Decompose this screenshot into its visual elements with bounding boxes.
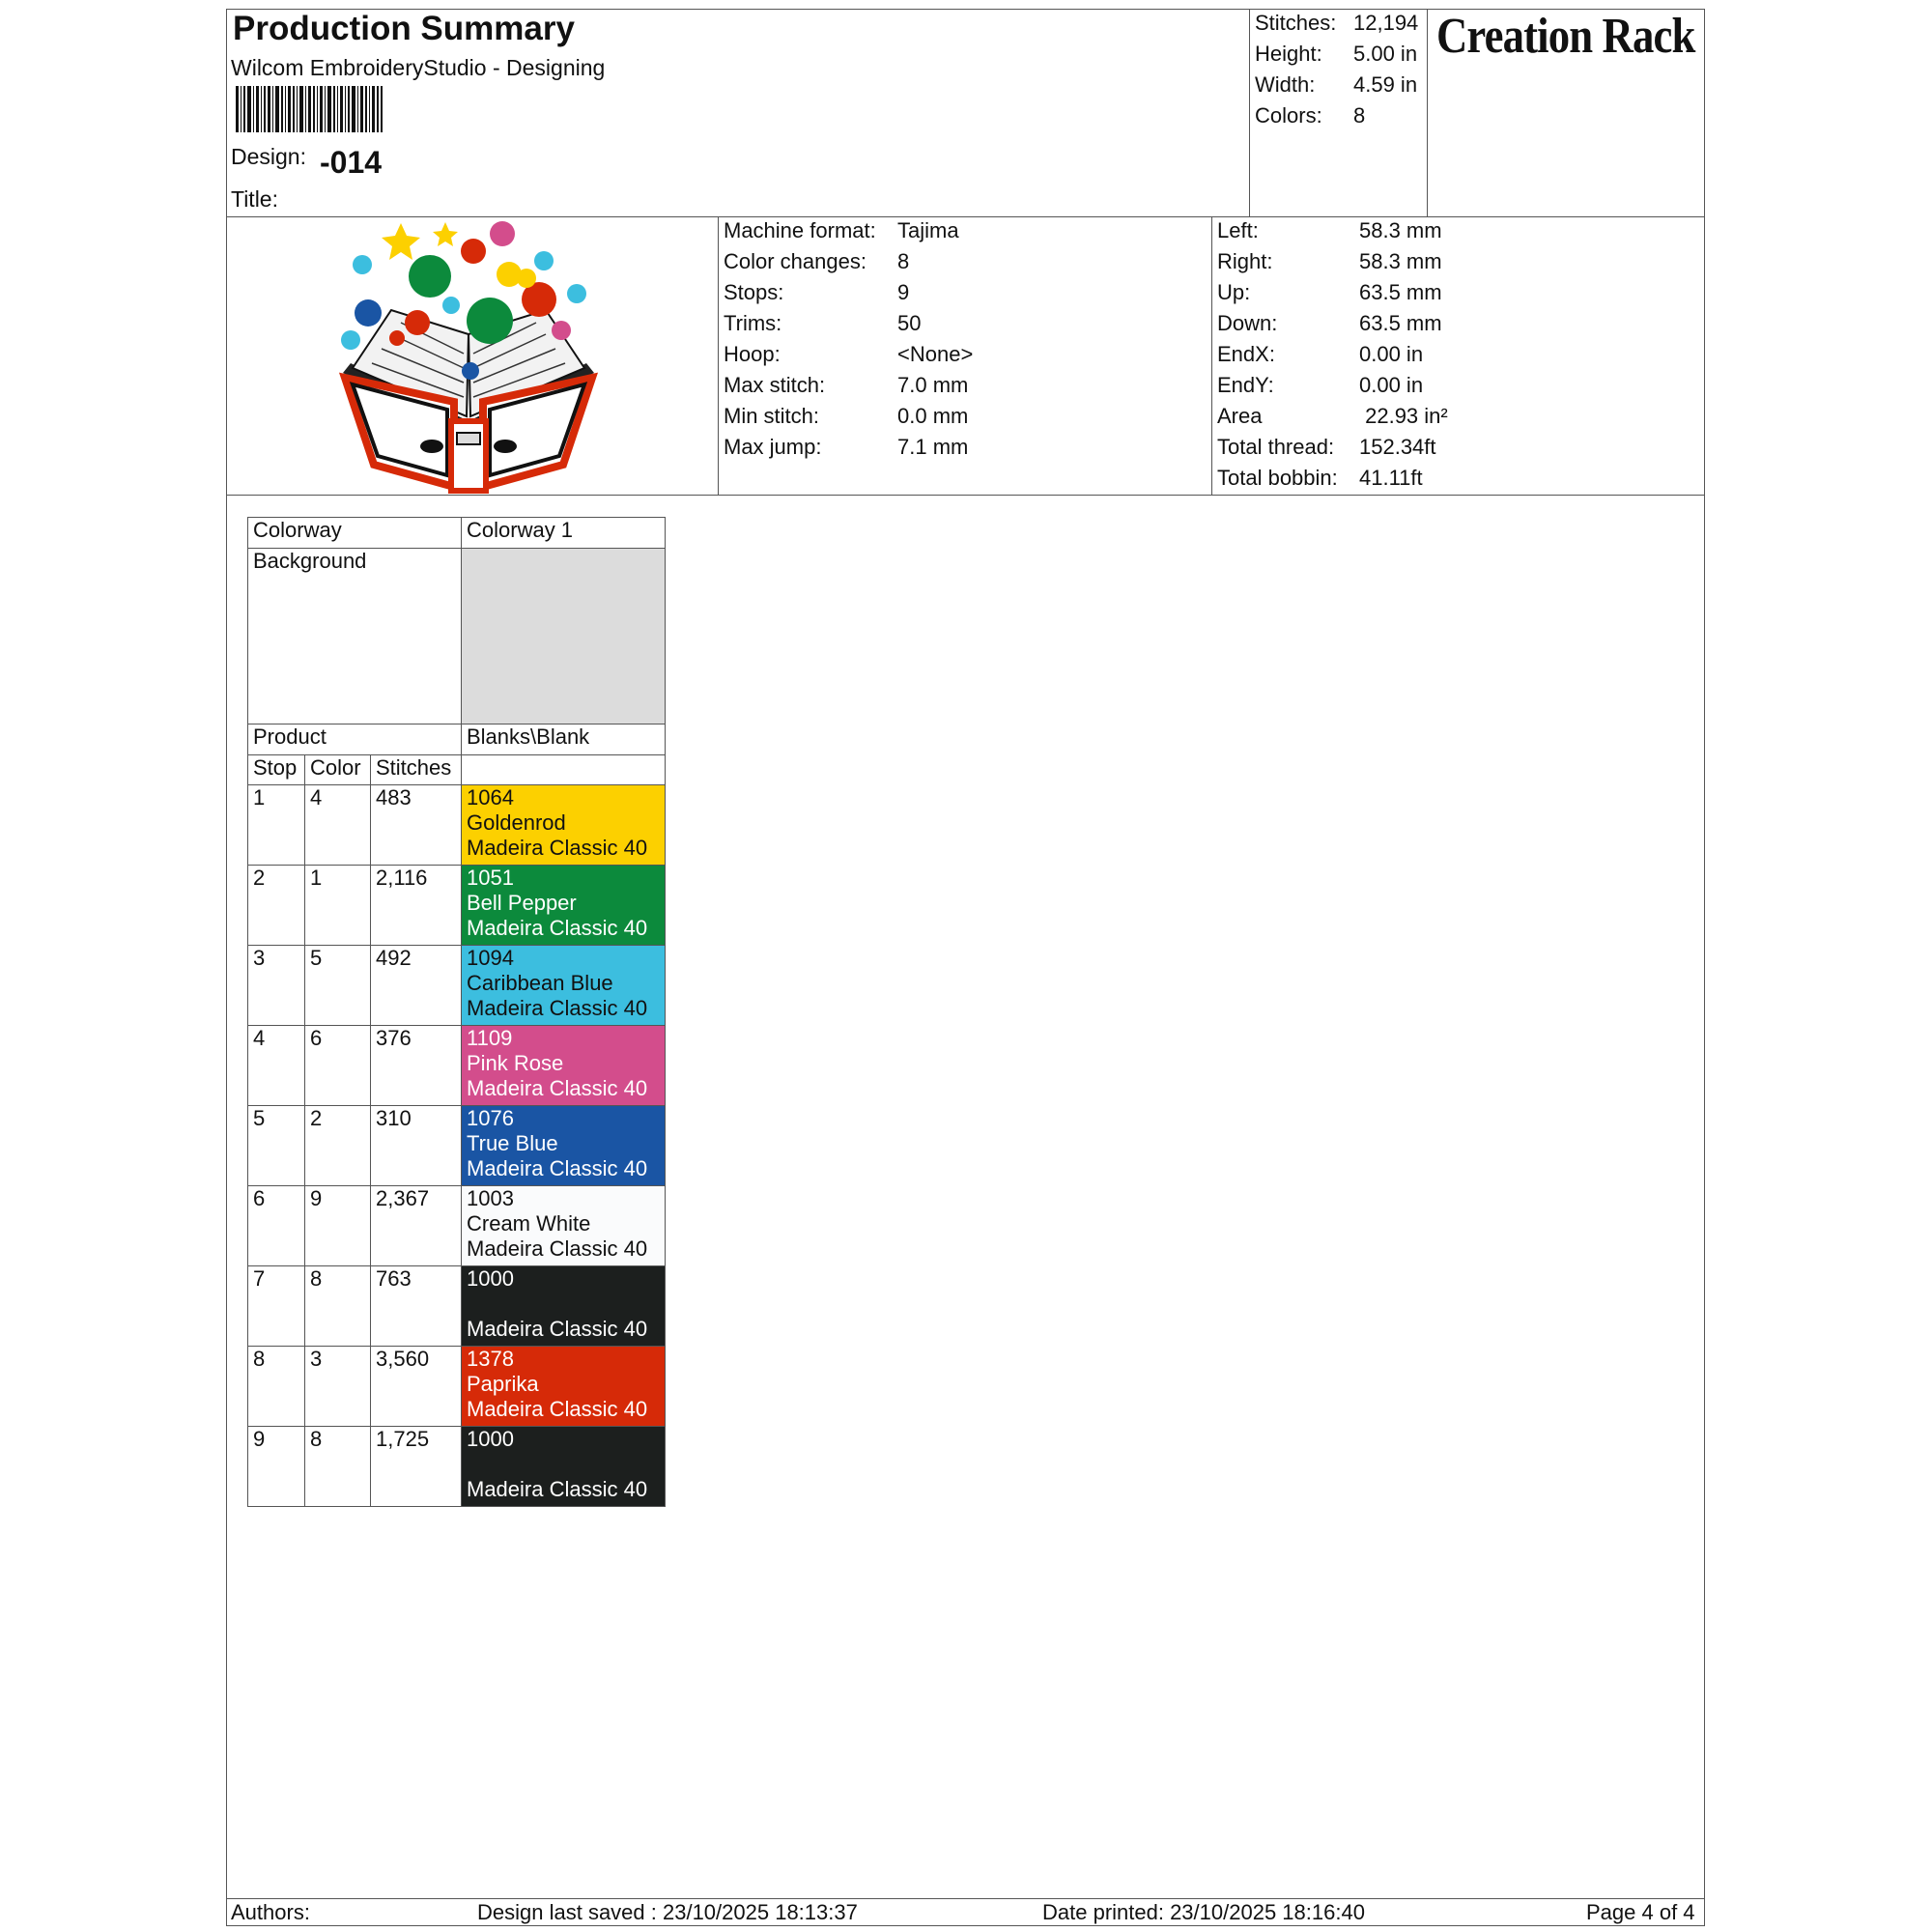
dimension-label: EndY: [1217,373,1274,397]
stop-cell: 4 [248,1026,305,1106]
col-stitches-header: Stitches [371,755,462,785]
colorway-table [247,517,666,1507]
thread-code: 1003 [467,1186,514,1210]
summary-value: 12,194 [1353,11,1419,35]
footer-authors: Authors: [231,1900,310,1924]
thread-swatch [462,946,666,1026]
thread-name: Paprika [467,1372,539,1396]
stitches-cell: 376 [371,1026,462,1106]
machine-info-label: Color changes: [724,249,867,273]
barcode [236,86,383,132]
thread-row [248,946,666,1026]
stop-cell: 9 [248,1427,305,1507]
thread-row [248,1106,666,1186]
machine-info-value: 50 [897,311,922,335]
thread-row [248,785,666,866]
color-cell: 3 [305,1347,371,1427]
dimensions-divider [1211,216,1212,495]
thread-brand: Madeira Classic 40 [467,1317,648,1341]
dimension-value: 22.93 in² [1359,404,1448,428]
dimension-label: EndX: [1217,342,1275,366]
thread-brand: Madeira Classic 40 [467,1236,648,1261]
thread-name: True Blue [467,1131,558,1155]
thread-name: Goldenrod [467,810,566,835]
machine-info-value: 8 [897,249,910,273]
color-cell: 6 [305,1026,371,1106]
machine-info-label: Trims: [724,311,782,335]
dimension-value: 0.00 in [1359,342,1424,366]
stop-cell: 6 [248,1186,305,1266]
thread-row [248,1026,666,1106]
title-label: Title: [231,186,278,212]
software-name: Wilcom EmbroideryStudio - Designing [231,55,606,80]
design-number: -014 [320,145,383,180]
design-label: Design: [231,144,306,169]
thread-swatch [462,785,666,866]
thread-row [248,1266,666,1347]
page-title: Production Summary [233,10,575,47]
footer-divider [226,1898,1705,1899]
thread-row [248,866,666,946]
machine-info-value: Tajima [897,218,959,242]
dimension-label: Left: [1217,218,1259,242]
dimension-label: Right: [1217,249,1273,273]
machine-info-label: Min stitch: [724,404,820,428]
thread-swatch [462,1266,666,1347]
summary-label: Width: [1255,72,1316,97]
summary-label: Colors: [1255,103,1322,128]
stop-cell: 7 [248,1266,305,1347]
dimension-value: 152.34ft [1359,435,1436,459]
stitches-cell: 483 [371,785,462,866]
footer-last-saved: Design last saved : 23/10/2025 18:13:37 [477,1900,858,1924]
thread-code: 1000 [467,1427,514,1451]
thread-swatch [462,866,666,946]
stitches-cell: 1,725 [371,1427,462,1507]
color-cell: 2 [305,1106,371,1186]
stitches-cell: 3,560 [371,1347,462,1427]
thread-swatch [462,1106,666,1186]
preview-divider [718,216,719,495]
thread-swatch [462,1026,666,1106]
thread-row [248,1186,666,1266]
summary-value: 5.00 in [1353,42,1418,66]
thread-swatch [462,1427,666,1507]
col-thread-header [462,755,666,785]
col-stop-header: Stop [248,755,305,785]
machine-info-label: Max jump: [724,435,822,459]
thread-brand: Madeira Classic 40 [467,1156,648,1180]
machine-info-label: Machine format: [724,218,876,242]
column-header-row [248,755,666,785]
dimension-value: 63.5 mm [1359,311,1442,335]
dimension-value: 58.3 mm [1359,218,1442,242]
thread-code: 1064 [467,785,514,810]
color-cell: 5 [305,946,371,1026]
dimension-value: 58.3 mm [1359,249,1442,273]
dimension-label: Total bobbin: [1217,466,1338,490]
thread-name: Caribbean Blue [467,971,613,995]
brand-logo: Creation Rack [1436,9,1695,64]
product-row [248,724,666,755]
thread-swatch [462,1347,666,1427]
background-row [248,549,666,724]
color-cell: 9 [305,1186,371,1266]
thread-row [248,1347,666,1427]
color-cell: 1 [305,866,371,946]
machine-info-label: Stops: [724,280,784,304]
stitches-cell: 492 [371,946,462,1026]
thread-code: 1109 [467,1026,513,1050]
summary-value: 8 [1353,103,1366,128]
colorway-label: Colorway [248,518,462,549]
stop-cell: 5 [248,1106,305,1186]
stitches-cell: 2,367 [371,1186,462,1266]
summary-label: Height: [1255,42,1322,66]
product-value: Blanks\Blank [462,724,666,755]
thread-brand: Madeira Classic 40 [467,836,648,860]
summary-label: Stitches: [1255,11,1337,35]
dimension-label: Up: [1217,280,1251,304]
stop-cell: 2 [248,866,305,946]
stop-cell: 3 [248,946,305,1026]
thread-name: Cream White [467,1211,591,1236]
brand-divider [1427,9,1428,216]
dimension-label: Total thread: [1217,435,1335,459]
thread-brand: Madeira Classic 40 [467,916,648,940]
stop-cell: 1 [248,785,305,866]
product-label: Product [248,724,462,755]
background-swatch [462,549,666,724]
thread-brand: Madeira Classic 40 [467,1397,648,1421]
colorway-row [248,518,666,549]
dimension-label: Down: [1217,311,1278,335]
stitches-cell: 763 [371,1266,462,1347]
color-cell: 8 [305,1266,371,1347]
machine-info-label: Max stitch: [724,373,826,397]
machine-info-value: <None> [897,342,974,366]
thread-name [467,1292,660,1317]
background-label: Background [248,549,462,724]
thread-rows [248,785,666,1507]
thread-code: 1000 [467,1266,514,1291]
stitches-cell: 2,116 [371,866,462,946]
thread-code: 1076 [467,1106,514,1130]
machine-info-value: 7.0 mm [897,373,969,397]
machine-info-value: 9 [897,280,910,304]
thread-name: Bell Pepper [467,891,577,915]
dimension-value: 0.00 in [1359,373,1424,397]
color-cell: 4 [305,785,371,866]
header-divider [226,216,1705,217]
thread-code: 1051 [467,866,514,890]
stop-cell: 8 [248,1347,305,1427]
color-cell: 8 [305,1427,371,1507]
thread-code: 1094 [467,946,514,970]
summary-divider [1249,9,1250,216]
footer-page-number: Page 4 of 4 [1586,1900,1695,1924]
thread-swatch [462,1186,666,1266]
dimension-value: 63.5 mm [1359,280,1442,304]
thread-brand: Madeira Classic 40 [467,1076,648,1100]
thread-name [467,1452,660,1477]
col-color-header: Color [305,755,371,785]
footer-date-printed: Date printed: 23/10/2025 18:16:40 [1042,1900,1365,1924]
thread-brand: Madeira Classic 40 [467,996,648,1020]
thread-code: 1378 [467,1347,514,1371]
colorway-value: Colorway 1 [462,518,666,549]
machine-info-value: 0.0 mm [897,404,969,428]
machine-info-value: 7.1 mm [897,435,969,459]
thread-row [248,1427,666,1507]
thread-name: Pink Rose [467,1051,564,1075]
design-preview-image [333,218,613,497]
thread-brand: Madeira Classic 40 [467,1477,648,1501]
dimension-value: 41.11ft [1359,466,1423,490]
machine-info-label: Hoop: [724,342,781,366]
stitches-cell: 310 [371,1106,462,1186]
summary-value: 4.59 in [1353,72,1418,97]
dimension-label: Area [1217,404,1263,428]
